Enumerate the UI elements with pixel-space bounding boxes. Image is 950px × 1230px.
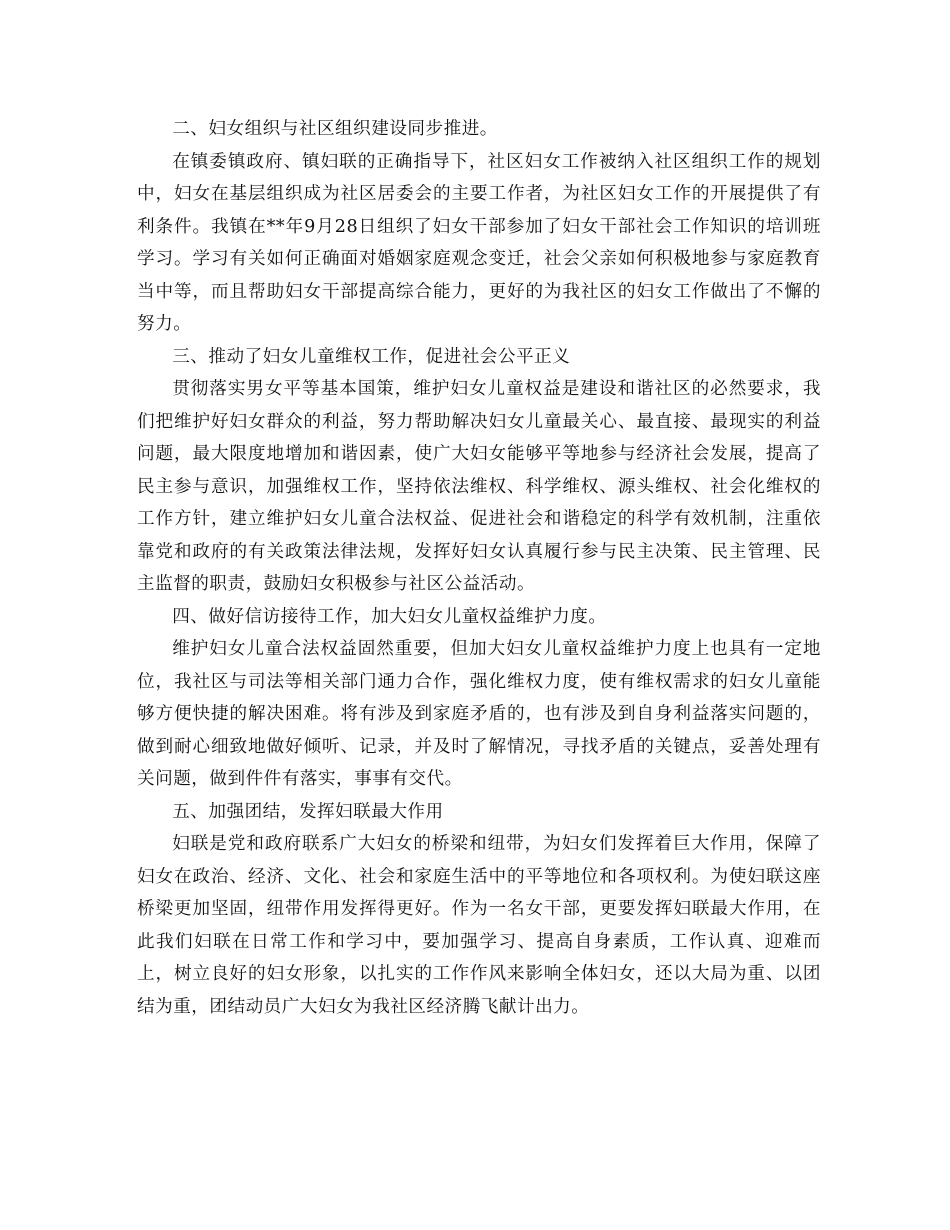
paragraph-petitions: 维护妇女儿童合法权益固然重要，但加大妇女儿童权益维护力度上也具有一定地位，我社区与司法等相关部门通力合作，强化维权力度，使有维权需求的妇女儿童能够方便快捷的解决困难。将有涉及到家庭矛盾的，也有涉及到自身利益落实问题的，做到耐心细致地做好倾听、记录，并及时了解情况，寻找矛盾的关键点，妥善处理有关问题，做到件件有落实，事事有交代。 — [137, 639, 821, 789]
document-body — [137, 113, 821, 1023]
section-heading-2: 二、妇女组织与社区组织建设同步推进。 — [172, 119, 498, 139]
paragraph-organization: 在镇委镇政府、镇妇联的正确指导下，社区妇女工作被纳入社区组织工作的规划中，妇女在基层组织成为社区居委会的主要工作者，为社区妇女工作的开展提供了有利条件。我镇在**年9月28日组织了妇女干部参加了妇女干部社会工作知识的培训班学习。学习有关如何正确面对婚姻家庭观念变迁，社会父亲如何积极地参与家庭教育当中等，而且帮助妇女干部提高综合能力，更好的为我社区的妇女工作做出了不懈的努力。 — [137, 151, 821, 334]
section-heading-3: 三、推动了妇女儿童维权工作，促进社会公平正义 — [172, 346, 571, 367]
paragraph-rights-protection: 贯彻落实男女平等基本国策，维护妇女儿童权益是建设和谐社区的必然要求，我们把维护好妇女群众的利益，努力帮助解决妇女儿童最关心、最直接、最现实的利益问题，最大限度地增加和谐因素，使广大妇女能够平等地参与经济社会发展，提高了民主参与意识，加强维权工作，坚持依法维权、科学维权、源头维权、社会化维权的工作方针，建立维护妇女儿童合法权益、促进社会和谐稳定的科学有效机制，注重依靠党和政府的有关政策法律法规，发挥好妇女认真履行参与民主决策、民主管理、民主监督的职责，鼓励妇女积极参与社区公益活动。 — [137, 379, 821, 594]
paragraph-unity: 妇联是党和政府联系广大妇女的桥梁和纽带，为妇女们发挥着巨大作用，保障了妇女在政治、经济、文化、社会和家庭生活中的平等地位和各项权利。为使妇联这座桥梁更加坚固，纽带作用发挥得更好。作为一名女干部，更要发挥妇联最大作用，在此我们妇联在日常工作和学习中，要加强学习、提高自身素质，工作认真、迎难而上，树立良好的妇女形象，以扎实的工作作风来影响全体妇女，还以大局为重、以团结为重，团结动员广大妇女为我社区经济腾飞献计出力。 — [137, 834, 821, 1017]
section-heading-4: 四、做好信访接待工作，加大妇女儿童权益维护力度。 — [172, 606, 607, 627]
section-heading-5: 五、加强团结，发挥妇联最大作用 — [172, 801, 444, 822]
